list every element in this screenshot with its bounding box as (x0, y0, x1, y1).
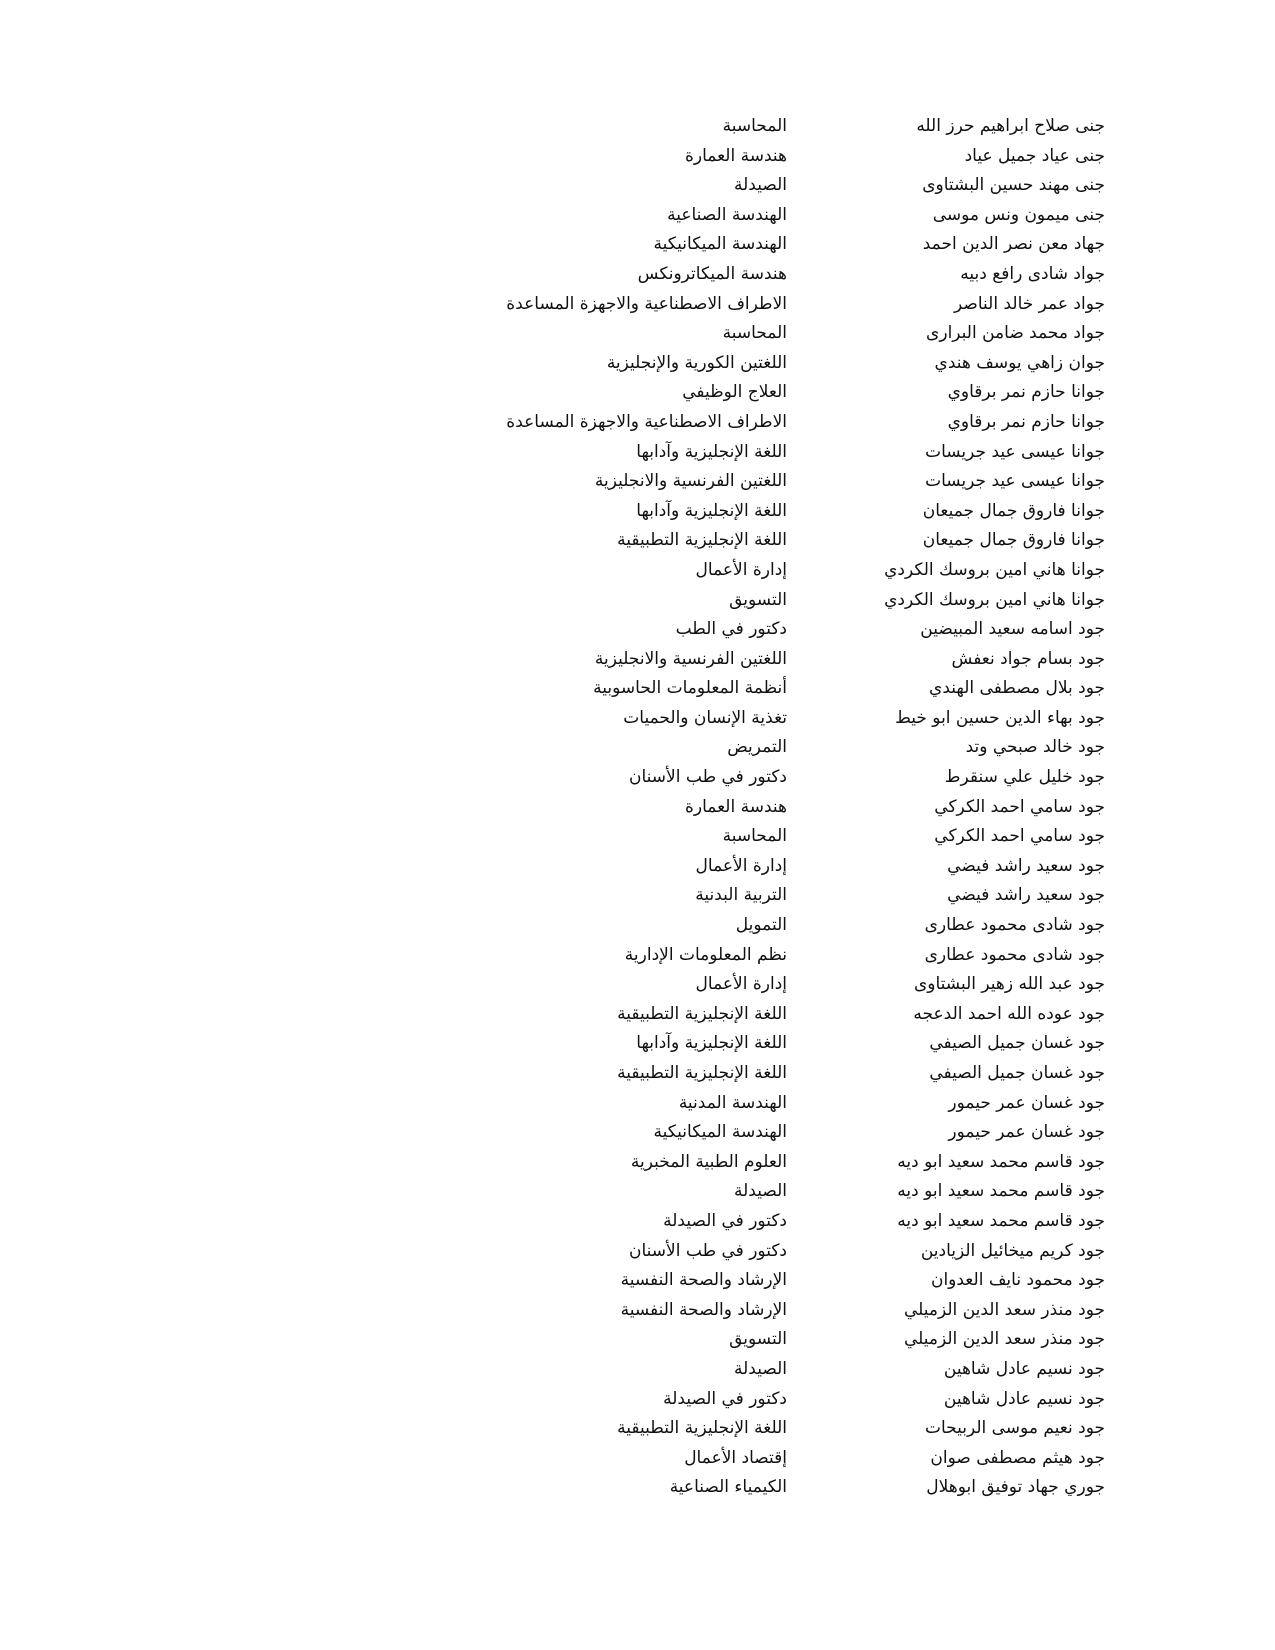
student-major: الاطراف الاصطناعية والاجهزة المساعدة (506, 293, 787, 314)
student-major: المحاسبة (722, 116, 787, 136)
student-name: جوانا حازم نمر برقاوي (947, 382, 1105, 403)
list-item (0, 1000, 1275, 1030)
list-item (0, 1355, 1275, 1385)
student-major: دكتور في طب الأسنان (629, 767, 787, 788)
list-item (0, 1207, 1275, 1237)
student-name: جود غسان جميل الصيفي (929, 1063, 1105, 1083)
student-major: دكتور في طب الأسنان (629, 1240, 787, 1261)
student-major: اللغة الإنجليزية وآدابها (636, 1033, 787, 1054)
list-item (0, 586, 1275, 616)
student-name: جود منذر سعد الدين الزميلي (903, 1299, 1105, 1320)
list-item (0, 1325, 1275, 1355)
student-name: جود اسامه سعيد المبيضين (920, 619, 1105, 640)
list-item (0, 1237, 1275, 1267)
list-item (0, 733, 1275, 763)
student-major: اللغتين الفرنسية والانجليزية (594, 471, 787, 492)
list-item (0, 112, 1275, 142)
student-major: اللغة الإنجليزية وآدابها (636, 441, 787, 462)
student-name: جنى مهند حسين البشتاوى (922, 175, 1105, 196)
student-name: جود قاسم محمد سعيد ابو ديه (897, 1151, 1105, 1172)
student-name: جود قاسم محمد سعيد ابو ديه (897, 1181, 1105, 1202)
student-name: جواد شادى رافع دبيه (960, 263, 1105, 284)
student-major: التمويل (735, 915, 787, 936)
student-name: جوانا فاروق جمال جميعان (922, 530, 1105, 551)
student-major: اللغة الإنجليزية وآدابها (636, 500, 787, 521)
student-name: جود سامي احمد الكركي (934, 826, 1105, 847)
list-item (0, 467, 1275, 497)
student-name: جود نعيم موسى الربيحات (924, 1418, 1105, 1439)
list-item (0, 852, 1275, 882)
student-major: اللغة الإنجليزية التطبيقية (617, 530, 787, 551)
list-item (0, 970, 1275, 1000)
list-item (0, 260, 1275, 290)
student-name: جود بهاء الدين حسين ابو خيط (895, 707, 1105, 728)
list-item (0, 793, 1275, 823)
student-major: المحاسبة (722, 826, 787, 847)
student-major: الإرشاد والصحة النفسية (620, 1299, 787, 1320)
student-name: جود خليل علي سنقرط (944, 767, 1105, 788)
student-major: التسويق (729, 589, 787, 610)
student-major: هندسة العمارة (684, 796, 787, 817)
student-name: جواد محمد ضامن البرارى (926, 323, 1105, 344)
list-item (0, 319, 1275, 349)
list-item (0, 674, 1275, 704)
list-item (0, 201, 1275, 231)
student-name: جهاد معن نصر الدين احمد (922, 234, 1105, 255)
list-item (0, 526, 1275, 556)
student-name: جود بسام جواد نعفش (951, 648, 1105, 669)
student-name: جود عبد الله زهير البشتاوى (913, 974, 1105, 995)
student-name: جود محمود نايف العدوان (930, 1270, 1105, 1291)
student-major: نظم المعلومات الإدارية (624, 944, 787, 965)
list-item (0, 230, 1275, 260)
list-item (0, 1118, 1275, 1148)
student-major: أنظمة المعلومات الحاسوبية (593, 678, 787, 699)
student-major: إقتصاد الأعمال (684, 1447, 787, 1468)
list-item (0, 1473, 1275, 1503)
student-name: جود قاسم محمد سعيد ابو ديه (897, 1210, 1105, 1231)
student-major: التسويق (729, 1329, 787, 1350)
student-major: تغذية الإنسان والحميات (623, 707, 787, 728)
student-major: إدارة الأعمال (695, 974, 787, 995)
list-item (0, 1177, 1275, 1207)
student-major: الصيدلة (734, 1358, 787, 1379)
student-name: جود هيثم مصطفى صوان (930, 1447, 1105, 1468)
student-major: المحاسبة (722, 323, 787, 344)
student-major: اللغة الإنجليزية التطبيقية (617, 1418, 787, 1439)
student-major: إدارة الأعمال (695, 855, 787, 876)
student-major: اللغتين الفرنسية والانجليزية (594, 648, 787, 669)
list-item (0, 1029, 1275, 1059)
student-name: جود سعيد راشد فيضي (947, 885, 1105, 906)
student-name: جود غسان عمر حيمور (948, 1122, 1105, 1143)
list-item (0, 171, 1275, 201)
student-major: الهندسة الميكانيكية (653, 234, 787, 255)
student-major: الصيدلة (734, 175, 787, 196)
student-major: الهندسة الصناعية (667, 204, 787, 225)
student-major: العلاج الوظيفي (682, 382, 787, 403)
student-major: الإرشاد والصحة النفسية (620, 1270, 787, 1291)
list-item (0, 1059, 1275, 1089)
student-name: جوانا عيسى عيد جريسات (925, 471, 1105, 492)
student-major: التمريض (727, 737, 787, 758)
list-item (0, 497, 1275, 527)
list-item (0, 911, 1275, 941)
list-item (0, 615, 1275, 645)
list-item (0, 378, 1275, 408)
student-name: جود كريم ميخائيل الزيادين (920, 1240, 1105, 1261)
list-item (0, 704, 1275, 734)
student-name: جود سعيد راشد فيضي (947, 855, 1105, 876)
student-name: جود سامي احمد الكركي (934, 796, 1105, 817)
list-item (0, 1296, 1275, 1326)
student-name: جنى عياد جميل عياد (964, 145, 1105, 166)
student-major: الصيدلة (734, 1181, 787, 1202)
list-item (0, 941, 1275, 971)
list-item (0, 1414, 1275, 1444)
student-name: جود نسيم عادل شاهين (943, 1358, 1105, 1379)
student-major: هندسة العمارة (684, 145, 787, 166)
student-major: دكتور في الطب (675, 619, 787, 640)
student-name: جود عوده الله احمد الدعجه (913, 1003, 1105, 1024)
list-item (0, 556, 1275, 586)
student-name: جنى ميمون ونس موسى (932, 204, 1105, 225)
list-item (0, 763, 1275, 793)
student-major: اللغة الإنجليزية التطبيقية (617, 1003, 787, 1024)
student-name: جود شادى محمود عطارى (924, 915, 1105, 936)
student-name: جوانا هاني امين بروسك الكردي (884, 559, 1105, 580)
list-item (0, 438, 1275, 468)
student-name: جود غسان جميل الصيفي (929, 1033, 1105, 1054)
student-name: جواد عمر خالد الناصر (954, 293, 1105, 314)
list-item (0, 1148, 1275, 1178)
list-item (0, 408, 1275, 438)
list-item (0, 290, 1275, 320)
student-major: اللغتين الكورية والإنجليزية (606, 352, 787, 373)
list-item (0, 349, 1275, 379)
student-name: جوانا عيسى عيد جريسات (925, 441, 1105, 462)
student-name: جود منذر سعد الدين الزميلي (903, 1329, 1105, 1350)
student-major: هندسة الميكاترونكس (637, 263, 787, 284)
list-item (0, 645, 1275, 675)
student-major: الهندسة المدنية (678, 1092, 787, 1113)
student-major: الهندسة الميكانيكية (653, 1122, 787, 1143)
student-name: جوري جهاد توفيق ابوهلال (926, 1477, 1105, 1498)
list-item (0, 142, 1275, 172)
student-name: جود خالد صبحي وتد (965, 737, 1105, 758)
list-item (0, 1089, 1275, 1119)
student-name: جوان زاهي يوسف هندي (934, 352, 1105, 373)
student-major: إدارة الأعمال (695, 559, 787, 580)
student-name: جنى صلاح ابراهيم حرز الله (916, 116, 1105, 136)
student-name: جود بلال مصطفى الهندي (929, 678, 1105, 699)
list-item (0, 1385, 1275, 1415)
student-name: جود غسان عمر حيمور (948, 1092, 1105, 1113)
list-item (0, 1266, 1275, 1296)
list-item (0, 881, 1275, 911)
list-item (0, 822, 1275, 852)
student-name: جود شادى محمود عطارى (924, 944, 1105, 965)
student-major: التربية البدنية (695, 885, 787, 906)
student-major: دكتور في الصيدلة (663, 1388, 787, 1409)
student-major: العلوم الطبية المخبرية (630, 1151, 787, 1172)
student-name: جوانا حازم نمر برقاوي (947, 411, 1105, 432)
student-name: جوانا هاني امين بروسك الكردي (884, 589, 1105, 610)
student-major: الاطراف الاصطناعية والاجهزة المساعدة (506, 411, 787, 432)
student-list (0, 112, 1275, 1503)
student-name: جود نسيم عادل شاهين (943, 1388, 1105, 1409)
student-major: دكتور في الصيدلة (663, 1210, 787, 1231)
student-name: جوانا فاروق جمال جميعان (922, 500, 1105, 521)
student-major: اللغة الإنجليزية التطبيقية (617, 1063, 787, 1083)
list-item (0, 1444, 1275, 1474)
student-major: الكيمياء الصناعية (669, 1477, 787, 1498)
